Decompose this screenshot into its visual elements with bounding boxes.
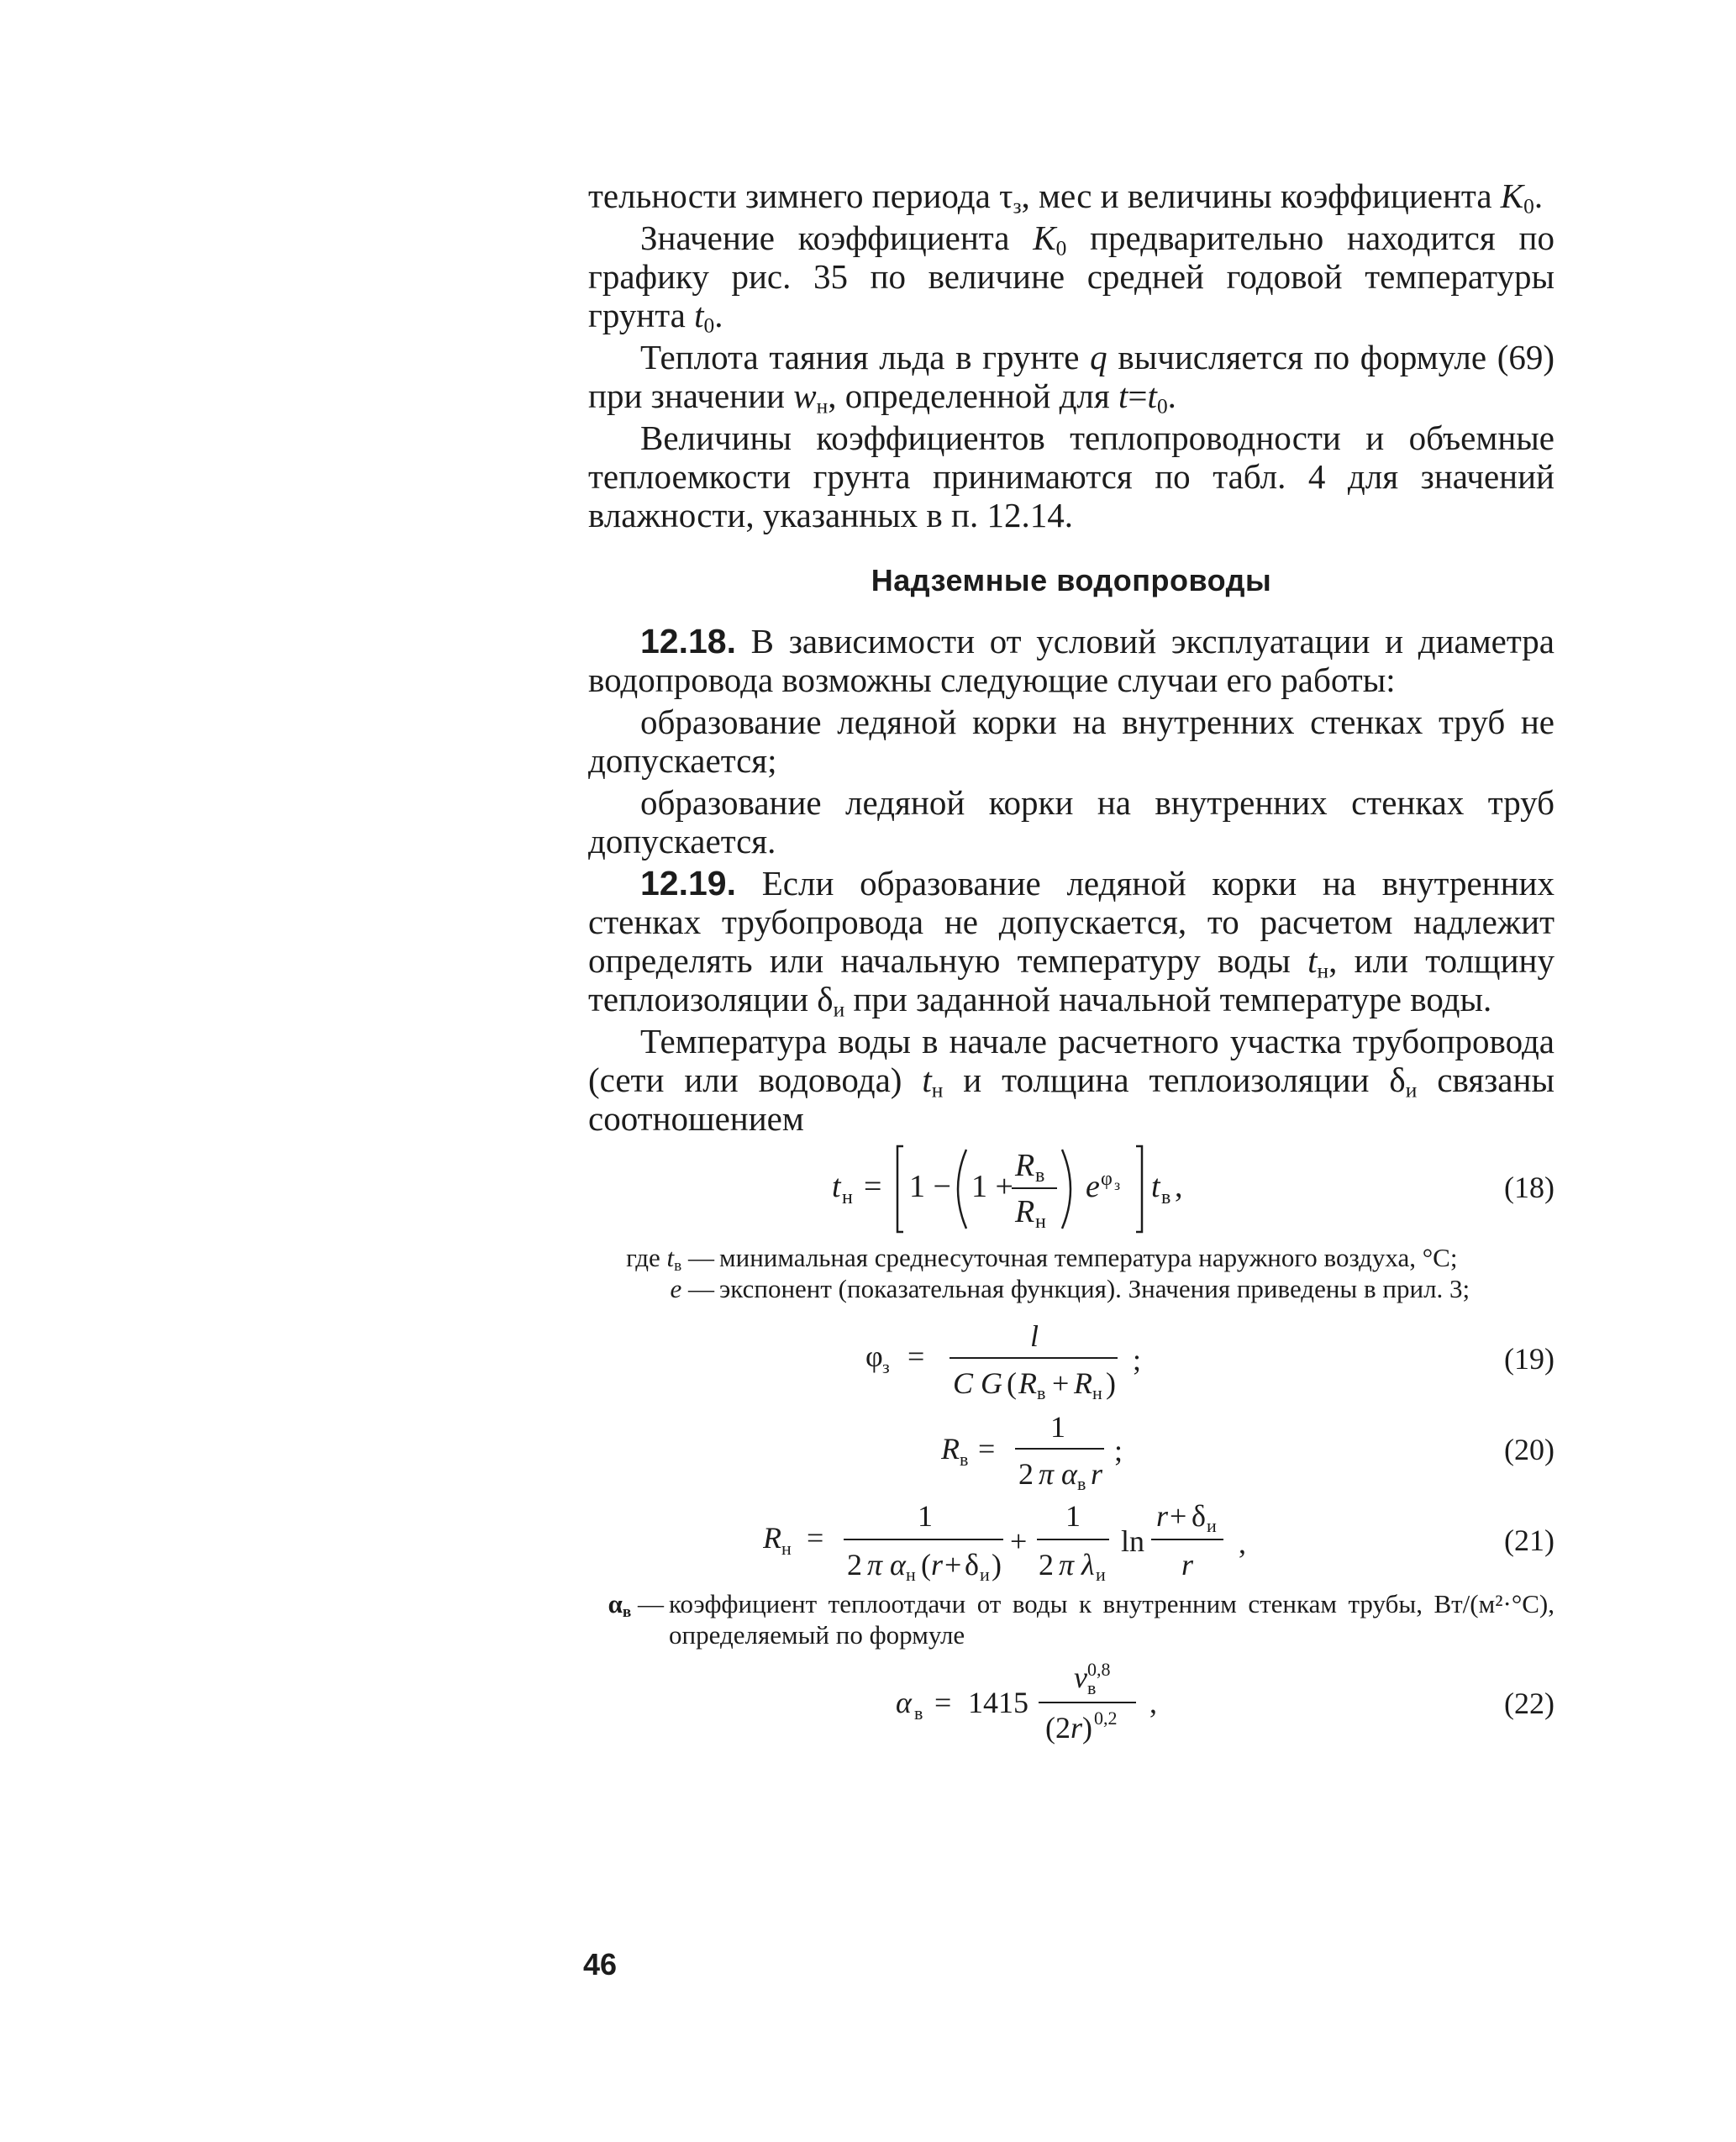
equation-21-body xyxy=(763,1492,1435,1585)
svg-text:в: в xyxy=(1077,1473,1086,1492)
svg-text:1: 1 xyxy=(918,1499,933,1533)
equation-18-body xyxy=(832,1138,1420,1237)
svg-text:(: ( xyxy=(1007,1366,1017,1400)
svg-text:н: н xyxy=(906,1564,916,1585)
svg-text:1415: 1415 xyxy=(968,1686,1028,1719)
svg-text:н: н xyxy=(842,1187,853,1208)
svg-text:+: + xyxy=(1052,1366,1070,1400)
svg-text:,: , xyxy=(1175,1169,1183,1204)
svg-text:в: в xyxy=(1035,1165,1045,1187)
page-body xyxy=(588,176,1555,1748)
svg-text:π α: π α xyxy=(1039,1457,1077,1491)
equation-19 xyxy=(588,1313,1555,1403)
svg-text:(: ( xyxy=(921,1548,931,1582)
svg-text:v: v xyxy=(1074,1660,1087,1694)
svg-text:+: + xyxy=(1010,1524,1028,1558)
equation-number-22: (22) xyxy=(1504,1687,1555,1720)
page-number: 46 xyxy=(583,1947,618,1981)
clause-text: В зависимости от условий эксплуатации и диаметра водопровода возможны следующие случаи его работы: xyxy=(588,622,1555,699)
svg-text:в: в xyxy=(1161,1187,1171,1208)
equation-number-18: (18) xyxy=(1504,1171,1555,1204)
svg-text:1: 1 xyxy=(1065,1499,1081,1533)
equation-22 xyxy=(588,1654,1555,1748)
definition-e xyxy=(588,1273,1555,1304)
svg-text:δ: δ xyxy=(1192,1499,1206,1533)
equation-20-body xyxy=(941,1403,1277,1492)
svg-text:): ) xyxy=(1082,1711,1092,1745)
definition-key: $\alpha_в$ — xyxy=(608,1589,664,1621)
clause-12-19: 12.19. Если образование ледяной корки на внутренних стенках трубопровода не допускается, то расчетом надлежит определять или начальную температуру воды $t_н$, или толщину теплоизоляции $\delta_и$ при заданной начальной температуре воды. xyxy=(588,864,1555,1022)
equation-18 xyxy=(588,1138,1555,1237)
svg-text:н: н xyxy=(781,1538,792,1559)
svg-text:φ: φ xyxy=(1101,1168,1113,1190)
paragraph-4: Величины коэффициентов теплопроводности и объемные теплоемкости грунта принимаются по табл. 4 для значений влажности, указанных в п. 12.14. xyxy=(588,418,1555,534)
svg-text:α: α xyxy=(896,1686,912,1719)
definition-tv xyxy=(588,1242,1555,1273)
svg-text:r: r xyxy=(1181,1548,1194,1582)
clause-12-19-text2: Температура воды в начале расчетного участка трубопровода (сети или водовода) $t_н$ и толщина теплоизоляции $\delta_и$ связаны соотношением xyxy=(588,1022,1555,1138)
svg-text:1: 1 xyxy=(1050,1410,1065,1444)
svg-text:в: в xyxy=(1037,1382,1046,1403)
equation-number-21: (21) xyxy=(1504,1524,1555,1557)
svg-text:r: r xyxy=(931,1548,944,1582)
clause-12-18 xyxy=(588,622,1555,699)
definition-text: коэффициент теплоотдачи от воды к внутренним стенкам трубы, Вт/(м²·°С), определяемый по формуле xyxy=(669,1589,1555,1650)
svg-text:R: R xyxy=(1074,1366,1092,1400)
definition-text: минимальная среднесуточная температура наружного воздуха, °С; xyxy=(719,1243,1458,1272)
equation-19-body xyxy=(865,1313,1286,1403)
svg-text:;: ; xyxy=(1133,1343,1142,1376)
definitions-1 xyxy=(588,1242,1555,1304)
svg-text:δ: δ xyxy=(965,1548,979,1582)
svg-text:,: , xyxy=(1239,1526,1246,1560)
svg-text:): ) xyxy=(1106,1366,1116,1400)
svg-text:в: в xyxy=(1087,1677,1097,1698)
equation-22-body xyxy=(896,1654,1249,1748)
svg-text:e: e xyxy=(1086,1169,1100,1204)
svg-text:R: R xyxy=(763,1521,781,1555)
svg-text:=: = xyxy=(807,1521,824,1555)
svg-text:и: и xyxy=(1207,1515,1217,1536)
definition-key: e — xyxy=(670,1274,714,1303)
svg-text:(2: (2 xyxy=(1045,1711,1071,1745)
case-1: образование ледяной корки на внутренних стенках труб не допускается; xyxy=(588,703,1555,780)
section-heading: Надземные водопроводы xyxy=(871,563,1272,597)
svg-text:и: и xyxy=(980,1564,990,1585)
svg-text:н: н xyxy=(1092,1382,1102,1403)
svg-text:2: 2 xyxy=(847,1548,862,1582)
svg-text:r: r xyxy=(1156,1499,1169,1533)
svg-text:φ: φ xyxy=(865,1339,883,1373)
svg-text:в: в xyxy=(914,1703,923,1724)
svg-text:R: R xyxy=(941,1432,960,1466)
svg-text:и: и xyxy=(1096,1564,1106,1585)
svg-text:1 +: 1 + xyxy=(971,1169,1013,1204)
svg-text:R: R xyxy=(1015,1148,1035,1183)
svg-text:2: 2 xyxy=(1039,1548,1054,1582)
svg-text:=: = xyxy=(864,1169,882,1204)
case-2: образование ледяной корки на внутренних стенках труб допускается. xyxy=(588,783,1555,860)
definition-text: экспонент (показательная функция). Значения приведены в прил. 3; xyxy=(719,1274,1470,1303)
equation-number-20: (20) xyxy=(1504,1433,1555,1466)
svg-text:1 −: 1 − xyxy=(909,1169,951,1204)
svg-text:ln: ln xyxy=(1121,1524,1145,1558)
svg-text:l: l xyxy=(1030,1319,1039,1353)
svg-text:;: ; xyxy=(1114,1434,1123,1467)
svg-text:2: 2 xyxy=(1018,1457,1034,1491)
clause-number: 12.18. xyxy=(640,622,736,660)
svg-text:=: = xyxy=(934,1686,952,1719)
paragraph-1: тельности зимнего периода $\tau_з$, мес и величины коэффициента $K_0$. xyxy=(588,176,1544,218)
svg-text:з: з xyxy=(1114,1176,1121,1193)
svg-text:+: + xyxy=(1170,1499,1187,1533)
svg-text:r: r xyxy=(1071,1711,1083,1745)
equation-number-19: (19) xyxy=(1504,1342,1555,1376)
equation-21 xyxy=(588,1492,1555,1585)
svg-text:0,8: 0,8 xyxy=(1087,1659,1111,1680)
definition-av xyxy=(588,1588,1555,1650)
svg-text:R: R xyxy=(1018,1366,1037,1400)
svg-text:π λ: π λ xyxy=(1059,1548,1095,1582)
svg-text:0,2: 0,2 xyxy=(1094,1708,1118,1729)
paragraph-2: Значение коэффициента $K_0$ предварительно находится по графику рис. 35 по величине средней годовой температуры грунта $t_0$. xyxy=(588,218,1555,338)
svg-text:+: + xyxy=(944,1548,962,1582)
svg-text:t: t xyxy=(1151,1169,1160,1204)
svg-text:=: = xyxy=(907,1339,925,1373)
svg-text:н: н xyxy=(1035,1211,1046,1233)
svg-text:R: R xyxy=(1015,1194,1035,1229)
svg-text:): ) xyxy=(992,1548,1002,1582)
svg-text:C G: C G xyxy=(953,1366,1003,1400)
svg-text:r: r xyxy=(1091,1457,1103,1491)
paragraph-3: Теплота таяния льда в грунте q вычисляется по формуле (69) при значении $w_н$, определенной для $t=t_0$. xyxy=(588,338,1555,418)
svg-text:,: , xyxy=(1149,1686,1157,1719)
svg-text:=: = xyxy=(978,1432,996,1466)
svg-text:π α: π α xyxy=(867,1548,906,1582)
definition-key: где $t_в$ — xyxy=(626,1243,714,1275)
equation-20 xyxy=(588,1403,1555,1492)
svg-text:t: t xyxy=(832,1169,841,1204)
definitions-2 xyxy=(588,1588,1555,1650)
svg-text:з: з xyxy=(882,1356,890,1377)
svg-text:в: в xyxy=(960,1449,969,1470)
clause-number: 12.19. xyxy=(640,864,736,903)
